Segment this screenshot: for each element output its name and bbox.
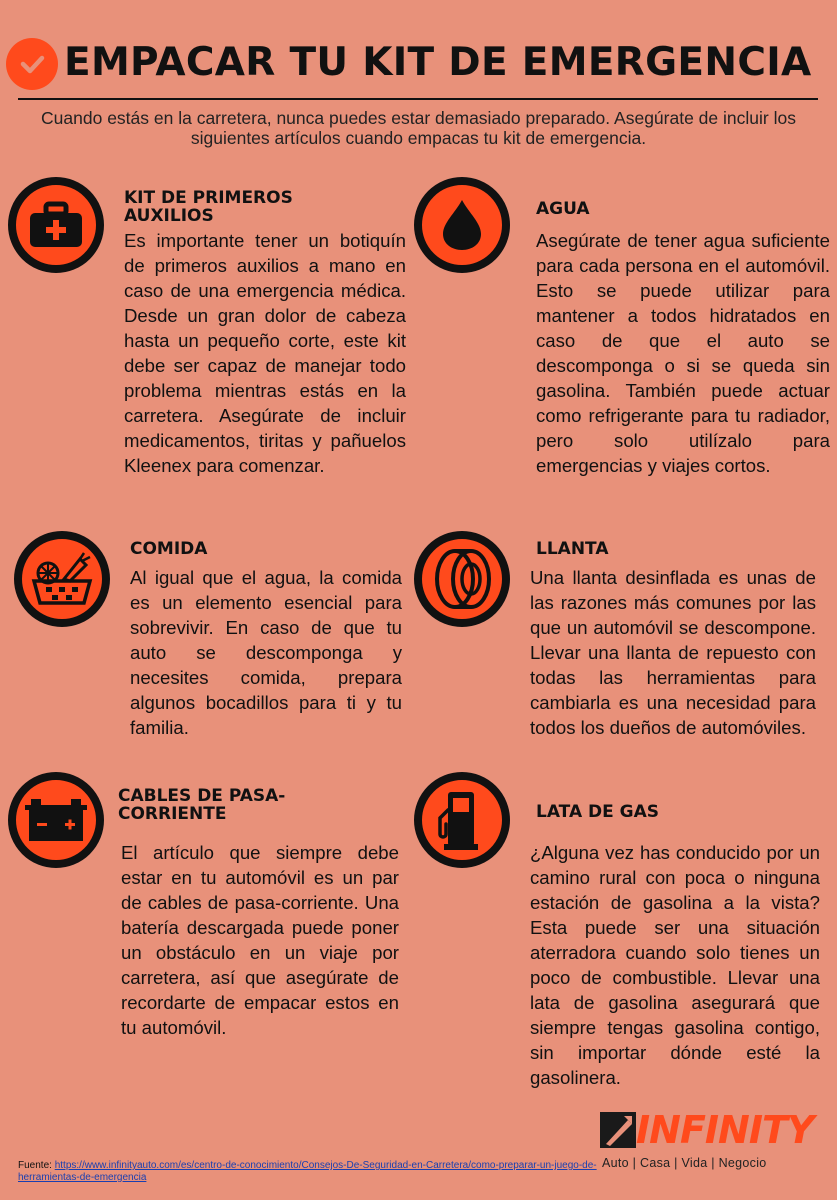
food-basket-icon bbox=[14, 531, 110, 627]
gas-pump-icon bbox=[414, 772, 510, 868]
item-body: Asegúrate de tener agua suficiente para cada persona en el automóvil. Esto se puede utilizar para mantener a todos hidratados en caso de que el auto se descomponga o si se queda sin gasolina. También puede actuar como refrigerante para tu radiador, pero solo utilízalo para emergencias y viajes cortos. bbox=[536, 230, 830, 476]
item-title: KIT DE PRIMEROS AUXILIOS bbox=[124, 188, 293, 226]
item-body: El artículo que siempre debe estar en tu automóvil es un par de cables de pasa-corriente. Una batería descargada puede poner un obstáculo en un viaje por carretera, así que asegúrate de recordarte de empacar estos en tu automóvil. bbox=[121, 842, 399, 1038]
item-title: AGUA bbox=[536, 199, 590, 219]
car-battery-icon bbox=[8, 772, 104, 868]
source-link[interactable]: https://www.infinityauto.com/es/centro-de-conocimiento/Consejos-De-Seguridad-en-Carretera/como-preparar-un-juego-de-herramientas-de-emergencia bbox=[18, 1160, 597, 1183]
page-title: EMPACAR TU KIT DE EMERGENCIA bbox=[64, 40, 812, 85]
header bbox=[0, 30, 837, 100]
intro-text: Cuando estás en la carretera, nunca puedes estar demasiado preparado. Asegúrate de incluir los siguientes artículos cuando empacas tu kit de emergencia. bbox=[41, 108, 796, 148]
item-title: LATA DE GAS bbox=[536, 802, 660, 822]
item-body: Es importante tener un botiquín de primeros auxilios a mano en caso de una emergencia médica. Desde un gran dolor de cabeza hasta un pequeño corte, este kit debe ser capaz de manejar todo problema mientras estás en la carretera. Asegúrate de incluir medicamentos, tiritas y pañuelos Kleenex para comenzar. bbox=[124, 230, 406, 476]
item-title: COMIDA bbox=[130, 539, 208, 559]
item-body: Una llanta desinflada es unas de las razones más comunes por las que un automóvil se descompone. Llevar una llanta de repuesto con todas las herramientas para cambiarla es una necesidad para todos los dueños de automóviles. bbox=[530, 567, 816, 738]
first-aid-kit-icon bbox=[8, 177, 104, 273]
infinity-logo bbox=[600, 1108, 820, 1174]
logo-wordmark: INFINITY bbox=[636, 1108, 814, 1152]
tire-icon bbox=[414, 531, 510, 627]
logo-tagline: Auto | Casa | Vida | Negocio bbox=[602, 1156, 767, 1170]
title-divider bbox=[18, 98, 818, 100]
item-title: LLANTA bbox=[536, 539, 609, 559]
item-title: CABLES DE PASA-CORRIENTE bbox=[118, 786, 286, 824]
checkmark-icon bbox=[6, 38, 58, 90]
source-footer bbox=[18, 1160, 598, 1184]
logo-mark-icon bbox=[600, 1112, 636, 1148]
water-drop-icon bbox=[414, 177, 510, 273]
item-body: ¿Alguna vez has conducido por un camino rural con poca o ninguna estación de gasolina a la vista? Esta puede ser una situación aterradora cuando solo tienes un poco de combustible. Llevar una lata de gasolina asegurará que siempre tengas gasolina contigo, sin importar dónde esté la gasolinera. bbox=[530, 842, 820, 1088]
item-body: Al igual que el agua, la comida es un elemento esencial para sobrevivir. En caso de que tu auto se descomponga y necesites comida, prepara algunos bocadillos para ti y tu familia. bbox=[130, 567, 402, 738]
source-label: Fuente: bbox=[18, 1160, 52, 1171]
